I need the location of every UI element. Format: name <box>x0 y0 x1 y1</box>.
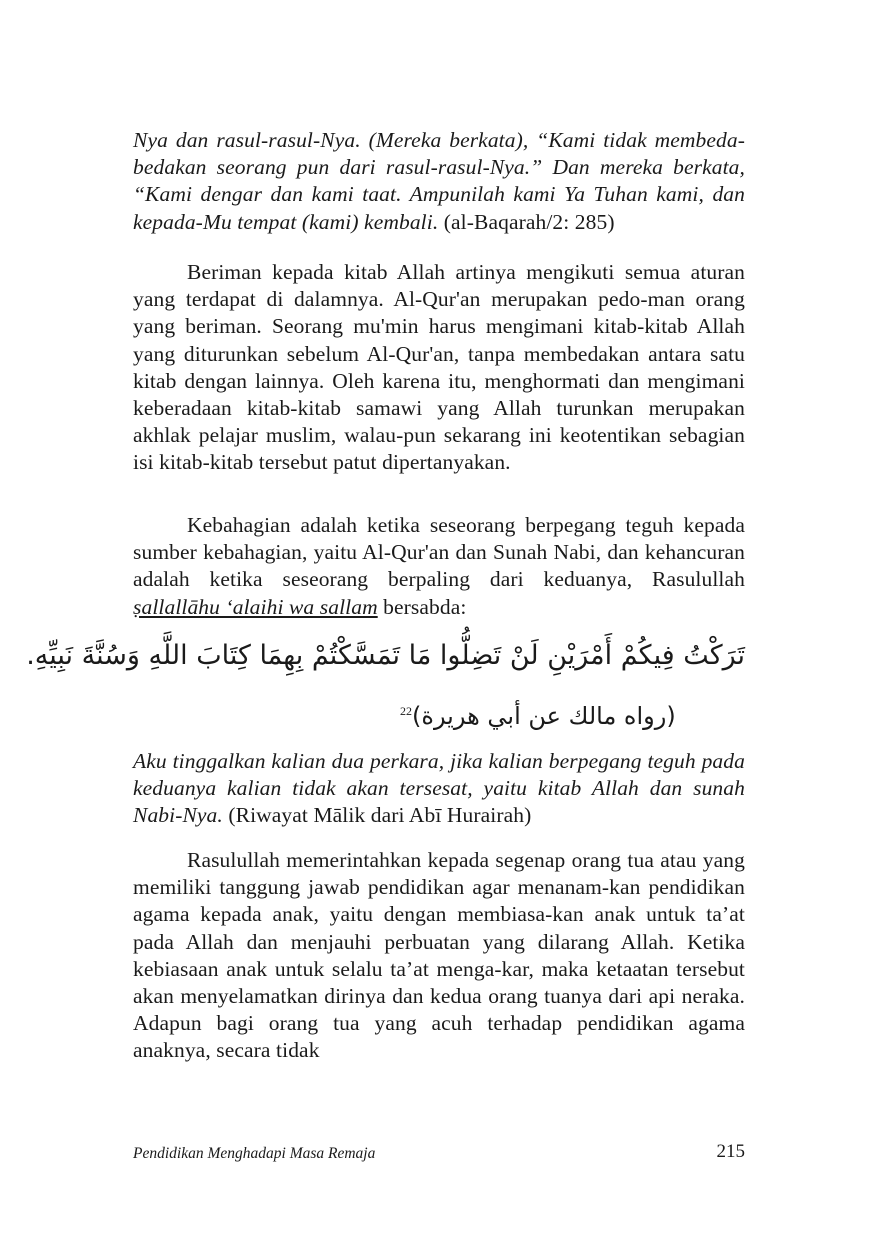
paragraph-text: Rasulullah memerintahkan kepada segenap orang tua atau yang memiliki tanggung jawab pendidikan agar menanam-kan pendidikan agama kepada anak, yaitu dengan membiasa-kan anak untuk ta’at pada Allah dan menjauhi perbuatan yang dilarang Allah. Ketika kebiasaan anak untuk selalu ta’at menga-kar, maka ketaatan tersebut akan menyelamatkan dirinya dan kedua orang tuanya dari api neraka. Adapun bagi orang tua yang acuh terhadap pendidikan agama anaknya, secara tidak <box>133 848 745 1063</box>
paragraph-faith-in-books <box>133 259 745 477</box>
paragraph-text-end: bersabda: <box>377 594 467 619</box>
quran-citation: (al-Baqarah/2: 285) <box>438 209 615 234</box>
quran-translation-italic: Nya dan rasul-rasul-Nya. (Mereka berkata), “Kami tidak membeda-bedakan seorang pun dari rasul-rasul-Nya.” Dan mereka berkata, “Kami dengar dan kami taat. Ampunilah kami Ya Tuhan kami, dan kepada-Mu tempat (kami) kembali. <box>133 128 745 234</box>
paragraph-text: Beriman kepada kitab Allah artinya mengikuti semua aturan yang terdapat di dalamnya. Al-Qur'an merupakan pedo-man orang yang beriman. Seorang mu'min harus mengimani kitab-kitab Allah yang diturunkan sebelum Al-Qur'an, tanpa membedakan antara satu kitab dengan lainnya. Oleh karena itu, menghormati dan mengimani keberadaan kitab-kitab samawi yang Allah turunkan merupakan akhlak pelajar muslim, walau-pun sekarang ini keotentikan sebagian isi kitab-kitab tersebut patut dipertanyakan. <box>133 260 745 475</box>
footnote-marker: 22 <box>400 704 412 718</box>
hadith-reference-arabic: (رواه مالك عن أبي هريرة) <box>412 702 676 730</box>
salawat-phrase: ṣallallāhu ‘alaihi wa sallam <box>133 594 378 619</box>
hadith-citation: (Riwayat Mālik dari Abī Hurairah) <box>222 803 532 828</box>
page-number: 215 <box>716 1141 745 1162</box>
running-footer-title: Pendidikan Menghadapi Masa Remaja <box>133 1145 376 1162</box>
hadith-translation-block <box>133 748 745 830</box>
hadith-arabic-text: تَرَكْتُ فِيكُمْ أَمْرَيْنِ لَنْ تَضِلُّوا مَا تَمَسَّكْتُمْ بِهِمَا كِتَابَ اللَّهِ وَسُنَّةَ نَبِيِّهِ. <box>26 640 745 671</box>
paragraph-text: Kebahagian adalah ketika seseorang berpegang teguh kepada sumber kebahagian, yaitu Al-Qur'an dan Sunah Nabi, dan kehancuran adalah ketika seseorang berpaling dari keduanya, Rasulullah <box>133 513 745 592</box>
paragraph-religious-education <box>133 847 745 1065</box>
quran-translation-block <box>133 127 745 236</box>
hadith-translation-italic: Aku tinggalkan kalian dua perkara, jika kalian berpegang teguh pada keduanya kalian tidak akan tersesat, yaitu kitab Allah dan sunah Nabi-Nya. <box>133 749 745 828</box>
paragraph-happiness <box>133 512 745 621</box>
hadith-reference <box>400 692 745 735</box>
